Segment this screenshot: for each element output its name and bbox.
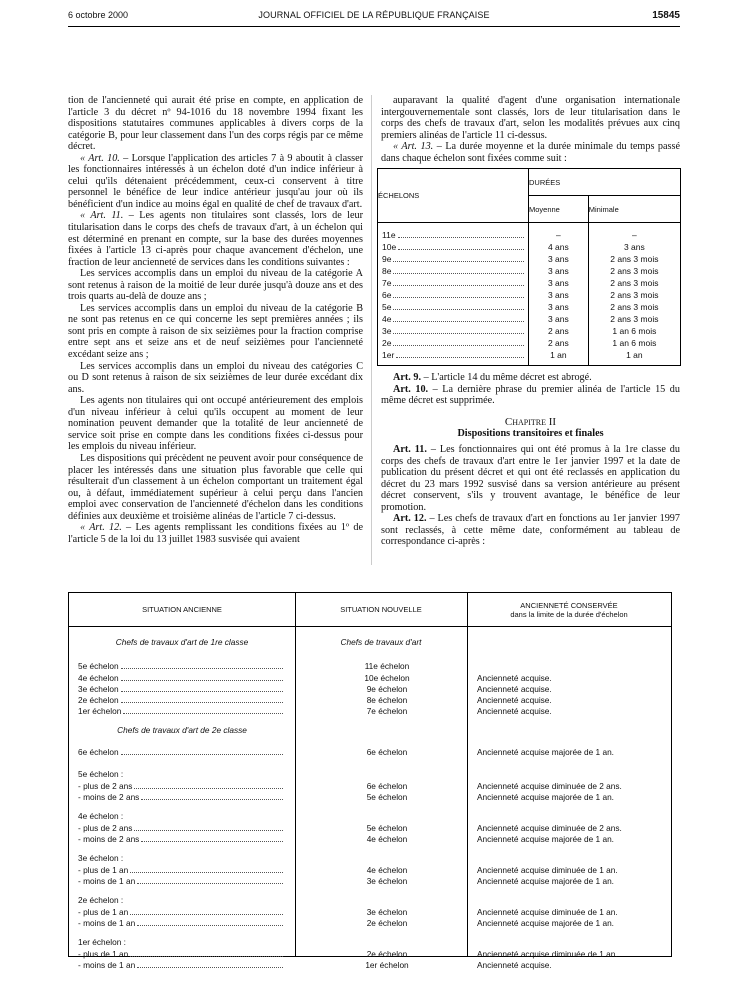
col-header-moyenne: Moyenne (529, 196, 589, 223)
anciennete-conservee: Ancienneté acquise diminuée de 2 ans. (477, 781, 622, 791)
situation-nouvelle: 5e échelon (366, 823, 408, 833)
duree-moyenne: 3 ans (547, 290, 569, 301)
duree-minimale: – (632, 230, 637, 241)
situation-ancienne: - moins de 2 ans (78, 792, 283, 803)
anciennete-conservee: Ancienneté acquise majorée de 1 an. (477, 747, 614, 757)
table-row (69, 853, 671, 864)
table-row (69, 661, 671, 672)
situation-ancienne: 2e échelon (78, 695, 283, 706)
echelon-label: 1er (378, 349, 528, 361)
issue-date: 6 octobre 2000 (68, 10, 129, 20)
situation-ancienne: - moins de 1 an (78, 918, 283, 929)
situation-ancienne: 1er échelon : (78, 937, 126, 947)
page-header (68, 10, 680, 24)
col-header-minimale: Minimale (588, 196, 680, 223)
echelon-label: 10e (378, 241, 528, 253)
article-label: Art. 9. (393, 372, 422, 384)
anciennete-conservee: Ancienneté acquise diminuée de 1 an. (477, 949, 618, 959)
duree-moyenne: 3 ans (547, 278, 569, 289)
echelon-label: 4e (378, 313, 528, 325)
duree-minimale: 2 ans 3 mois (610, 266, 659, 277)
situation-ancienne: - plus de 1 an (78, 949, 283, 960)
paragraph: Art. 9. – L'article 14 du même décret est abrogé. (393, 372, 592, 384)
paragraph: Art. 10. – La dernière phrase du premier alinéa de l'article 15 du même décret est supprimée. (381, 383, 680, 407)
table-row (69, 695, 671, 706)
left-column (68, 95, 363, 545)
duree-minimale: 2 ans 3 mois (610, 302, 659, 313)
paragraph: Les agents non titulaires qui ont occupé antérieurement des emplois d'un niveau inférieur à celui qu'ils occupent au moment de leur nomination peuvent demander que la totalité de leur ancienneté de service soit prise en compte dans les conditions fixées ci-dessus pour les emplois du niveau inférieur. (68, 395, 363, 453)
situation-ancienne: - plus de 1 an (78, 865, 283, 876)
duree-minimale: 1 an 6 mois (612, 338, 657, 349)
situation-nouvelle: 8e échelon (366, 695, 408, 705)
duree-minimale: 1 an 6 mois (612, 326, 657, 337)
article-label: « Art. 13. – (393, 141, 442, 153)
paragraph: Les services accomplis dans un emploi du niveau de la catégorie B ne sont pas retenus en ce qui concerne les sept premières années ; ils sont pris en compte à raison de six seizièmes pour la fraction comprise entre sept ans et seize ans et de neuf seizièmes pour l'ancienneté excédant seize ans ; (68, 302, 363, 361)
table-row (69, 684, 671, 695)
situation-ancienne: 1er échelon (78, 706, 283, 717)
header-situation-nouvelle: SITUATION NOUVELLE (340, 605, 422, 614)
echelon-duration-table (377, 168, 681, 366)
situation-ancienne: 4e échelon (78, 673, 283, 684)
situation-ancienne: - plus de 2 ans (78, 781, 283, 792)
situation-ancienne: - moins de 2 ans (78, 834, 283, 845)
table-body (69, 627, 671, 970)
situation-nouvelle: 2e échelon (366, 949, 408, 959)
duree-moyenne: 3 ans (547, 302, 569, 313)
paragraph: tion de l'ancienneté qui aurait été prise en compte, en application de l'article 3 du décret nº 94-1016 du 18 novembre 1994 fixant les dispositions statutaires communes applicables à divers corps de la catégorie B, pour leur classement dans l'un des corps régis par ce même décret. (68, 95, 363, 153)
duree-minimale: 3 ans (623, 242, 645, 253)
anciennete-conservee: Ancienneté acquise diminuée de 1 an. (477, 865, 618, 875)
header-situation-ancienne: SITUATION ANCIENNE (142, 605, 222, 614)
table-row (69, 769, 671, 780)
situation-nouvelle: 9e échelon (366, 684, 408, 694)
table-row (69, 673, 671, 684)
article-label: Art. 10. (393, 383, 429, 395)
echelon-label: 9e (378, 253, 528, 265)
situation-nouvelle: 3e échelon (366, 876, 408, 886)
situation-ancienne: - plus de 2 ans (78, 823, 283, 834)
paragraph: « Art. 11. – Les agents non titulaires sont classés, lors de leur titularisation dans le corps des chefs de travaux d'art, à un échelon qui est déterminé en prenant en compte, sur la base des durées moyennes fixées à l'article 13 ci-après pour chaque avancement d'échelon, une fraction de leur ancienneté de services dans les conditions suivantes : (68, 210, 364, 268)
paragraph: Art. 11. – Les fonctionnaires qui ont été promus à la 1re classe du corps des chefs de travaux d'art entre le 1er janvier 1997 et la date de publication du présent décret et qui ont été reclassés en application du décret du 23 mars 1992 susvisé dans sa version antérieure au présent décret conservent, s'ils y trouvent avantage, le bénéfice de leur promotion. (381, 444, 680, 513)
anciennete-conservee: Ancienneté acquise diminuée de 2 ans. (477, 823, 622, 833)
section-heading: Chefs de travaux d'art de 2e classe (117, 725, 247, 735)
duree-minimale: 2 ans 3 mois (610, 290, 659, 301)
section-heading: Chefs de travaux d'art de 1re classe (115, 637, 249, 647)
echelon-label: 8e (378, 265, 528, 277)
duree-moyenne: 2 ans (547, 326, 569, 337)
echelon-label: 2e (378, 337, 528, 349)
paragraph: Les services accomplis dans un emploi du niveau des catégories C ou D sont retenus à raison de six seizièmes de leur durée excédant dix ans. (68, 360, 363, 395)
situation-nouvelle: 5e échelon (366, 792, 408, 802)
anciennete-conservee: Ancienneté acquise. (477, 684, 552, 694)
paragraph: Les services accomplis dans un emploi du niveau de la catégorie A sont retenus à raison de la moitié de leur durée jusqu'à douze ans et des trois quarts au-delà de douze ans ; (68, 268, 363, 303)
paragraph: « Art. 12. – Les agents remplissant les conditions fixées au 1º de l'article 5 de la loi du 13 juillet 1983 susvisée qui avaient (68, 522, 363, 545)
situation-nouvelle: 6e échelon (366, 781, 408, 791)
situation-nouvelle: 11e échelon (364, 661, 410, 671)
situation-nouvelle: 10e échelon (364, 673, 410, 683)
situation-ancienne: 6e échelon (78, 747, 283, 758)
article-label: « Art. 12. – (80, 522, 132, 534)
situation-nouvelle: 7e échelon (366, 706, 408, 716)
anciennete-conservee: Ancienneté acquise. (477, 695, 552, 705)
situation-ancienne: 2e échelon : (78, 895, 124, 905)
right-column (378, 95, 680, 548)
situation-ancienne: 3e échelon (78, 684, 283, 695)
anciennete-conservee: Ancienneté acquise. (477, 960, 552, 970)
situation-nouvelle: 2e échelon (366, 918, 408, 928)
situation-ancienne: - moins de 1 an (78, 960, 283, 971)
table-row (69, 907, 671, 918)
echelon-label: 5e (378, 301, 528, 313)
table-row (69, 876, 671, 887)
anciennete-conservee: Ancienneté acquise. (477, 706, 552, 716)
table-row (69, 792, 671, 803)
table-row (69, 834, 671, 845)
situation-nouvelle: 4e échelon (366, 834, 408, 844)
article-label: Art. 11. (393, 444, 427, 456)
paragraph: « Art. 10. – Lorsque l'application des articles 7 à 9 aboutit à classer les fonctionnaires intéressés à un échelon doté d'un indice inférieur à celui qu'ils détenaient précédemment, ceux-ci conservent à titre personnel le bénéfice de leur indice antérieur jusqu'au jour où ils bénéficient d'un indice au moins égal en qualité de chef de travaux d'art. (68, 152, 363, 210)
table-header (69, 593, 671, 627)
page-number: 15845 (652, 10, 680, 21)
anciennete-conservee: Ancienneté acquise diminuée de 1 an. (477, 907, 618, 917)
duree-moyenne: 2 ans (547, 338, 569, 349)
duree-moyenne: 3 ans (547, 266, 569, 277)
duree-minimale: 2 ans 3 mois (610, 314, 659, 325)
table-row (69, 949, 671, 960)
table-row (69, 895, 671, 906)
chapter-title: Dispositions transitoires et finales (457, 428, 604, 440)
paragraph: « Art. 13. – La durée moyenne et la durée minimale du temps passé dans chaque échelon sont fixées comme suit : (381, 141, 680, 164)
correspondence-table (68, 592, 672, 970)
situation-nouvelle: 1er échelon (365, 960, 409, 970)
duree-moyenne: 3 ans (547, 314, 569, 325)
paragraph: Art. 12. – Les chefs de travaux d'art en fonctions au 1er janvier 1997 sont reclassés, à cette même date, conformément au tableau de correspondance ci-après : (381, 513, 680, 548)
anciennete-conservee: Ancienneté acquise. (477, 673, 552, 683)
table-row (69, 811, 671, 822)
situation-ancienne: 3e échelon : (78, 853, 124, 863)
situation-ancienne: 4e échelon : (78, 811, 124, 821)
table-row (69, 918, 671, 929)
table-row (69, 747, 671, 758)
echelon-label: 3e (378, 325, 528, 337)
table-row (69, 937, 671, 948)
situation-ancienne: - moins de 1 an (78, 876, 283, 887)
echelon-label: 7e (378, 277, 528, 289)
table-row (69, 781, 671, 792)
situation-nouvelle: 6e échelon (366, 747, 408, 757)
column-divider (371, 95, 372, 565)
paragraph: auparavant la qualité d'agent d'une organisation internationale intergouvernementale sont classés, lors de leur titularisation dans le corps des chefs de travaux d'art, selon les modalités prévues aux cinq premiers alinéas de l'article 11 ci-dessus. (381, 95, 680, 141)
article-label: « Art. 11. – (80, 210, 134, 222)
duree-moyenne: – (556, 230, 561, 241)
anciennete-conservee: Ancienneté acquise majorée de 1 an. (477, 792, 614, 802)
table-row (69, 823, 671, 834)
table-row (69, 865, 671, 876)
duree-minimale: 2 ans 3 mois (610, 254, 659, 265)
anciennete-conservee: Ancienneté acquise majorée de 1 an. (477, 834, 614, 844)
table-row (69, 706, 671, 717)
duree-minimale: 1 an (626, 350, 643, 361)
situation-nouvelle: 4e échelon (366, 865, 408, 875)
anciennete-conservee: Ancienneté acquise majorée de 1 an. (477, 918, 614, 928)
paragraph: Les dispositions qui précèdent ne peuvent avoir pour conséquence de placer les intéressés dans une situation plus favorable que celle qui résulterait d'un classement à un échelon comportant un traitement égal ou, à défaut, immédiatement supérieur à celui perçu dans l'ancien emploi avec conservation de l'ancienneté d'échelon dans les conditions définies aux deuxième et troisième alinéas de l'article 7 ci-dessus. (68, 452, 363, 522)
header-anciennete: ANCIENNETÉ CONSERVÉE dans la limite de la durée d'échelon (510, 600, 628, 619)
duree-moyenne: 4 ans (547, 242, 569, 253)
duree-moyenne: 3 ans (547, 254, 569, 265)
duree-minimale: 2 ans 3 mois (610, 278, 659, 289)
situation-ancienne: 5e échelon (78, 661, 283, 672)
col-header-durees: DURÉES (529, 169, 681, 196)
table-row (69, 960, 671, 971)
article-label: « Art. 10. – (80, 152, 129, 164)
duree-moyenne: 1 an (550, 350, 567, 361)
chapter-heading: Chapitre II (504, 415, 557, 428)
situation-nouvelle: 3e échelon (366, 907, 408, 917)
col-header-echelons: ÉCHELONS (378, 169, 529, 223)
situation-ancienne: 5e échelon : (78, 769, 124, 779)
anciennete-conservee: Ancienneté acquise majorée de 1 an. (477, 876, 614, 886)
situation-ancienne: - plus de 1 an (78, 907, 283, 918)
journal-title: JOURNAL OFFICIEL DE LA RÉPUBLIQUE FRANÇAISE (258, 10, 490, 20)
echelon-label: 11e (378, 229, 528, 241)
section-heading: Chefs de travaux d'art (340, 637, 422, 647)
echelon-label: 6e (378, 289, 528, 301)
header-rule (68, 26, 680, 27)
article-label: Art. 12. (393, 513, 427, 525)
